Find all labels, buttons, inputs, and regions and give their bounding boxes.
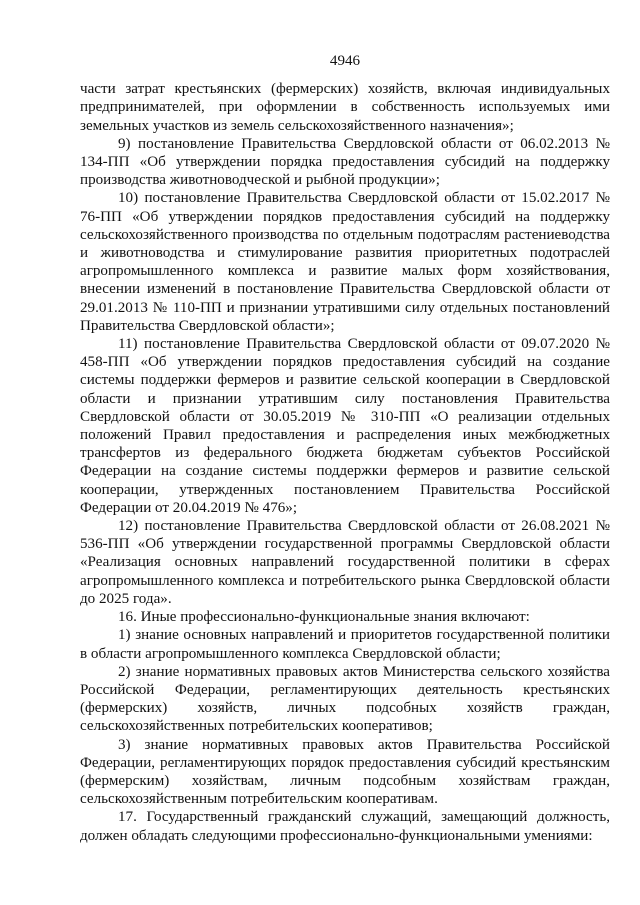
list-item-11: 11) постановление Правительства Свердловской области от 09.07.2020 № 458-ПП «Об утверждении порядков предоставления субсидий на создание системы поддержки фермеров и развитие сельской кооперации в Свердловской области и признании утратившим силу постановления Правительства Свердловской области от 30.05.2019 № 310-ПП «О реализации отдельных положений Правил предоставления и распределения иных межбюджетных трансфертов из федерального бюджета бюджетам субъектов Российской Федерации на создание системы поддержки фермеров и развитие сельской кооперации, утвержденных постановлением Правительства Российской Федерации от 20.04.2019 № 476»; [80, 336, 610, 516]
section-16-heading: 16. Иные профессионально-функциональные знания включают: [118, 609, 530, 626]
list-item-9: 9) постановление Правительства Свердловской области от 06.02.2013 № 134-ПП «Об утверждении порядка предоставления субсидий на поддержку производства животноводческой и рыбной продукции»; [80, 135, 610, 189]
list-item-10: 10) постановление Правительства Свердловской области от 15.02.2017 № 76-ПП «Об утверждении порядков предоставления субсидий на поддержку сельскохозяйственного производства по отдельным подотраслям растениеводства и животноводства и стимулирование развития приоритетных подотраслей агропромышленного комплекса и развитие малых форм хозяйствования, внесении изменений в постановление Правительства Свердловской области от 29.01.2013 № 110-ПП и признании утратившими силу отдельных постановлений Правительства Свердловской области»; [80, 190, 610, 334]
section-16-item-2: 2) знание нормативных правовых актов Министерства сельского хозяйства Российской Федерации, регламентирующих деятельность крестьянских (фермерских) хозяйств, личных подсобных хозяйств граждан, сельскохозяйственных потребительских кооперативов; [80, 663, 610, 735]
section-16-item-1: 1) знание основных направлений и приоритетов государственной политики в области агропромышленного комплекса Свердловской области; [80, 627, 610, 662]
page-number: 4946 [329, 53, 361, 69]
paragraph-continuation: части затрат крестьянских (фермерских) хозяйств, включая индивидуальных предпринимателей, при оформлении в собственность используемых ими земельных участков из земель сельскохозяйственного назначения»; [80, 81, 610, 134]
document-page [80, 52, 610, 845]
section-17-paragraph: 17. Государственный гражданский служащий, замещающий должность, должен обладать следующими профессионально-функциональными умениями: [80, 809, 610, 844]
list-item-12: 12) постановление Правительства Свердловской области от 26.08.2021 № 536-ПП «Об утверждении государственной программы Свердловской области «Реализация основных направлений государственной политики в сферах агропромышленного комплекса и потребительского рынка Свердловской области до 2025 года». [80, 518, 610, 607]
section-16-item-3: 3) знание нормативных правовых актов Правительства Российской Федерации, регламентирующих порядок предоставления субсидий крестьянским (фермерским) хозяйствам, личным подсобным хозяйствам граждан, сельскохозяйственным потребительским кооперативам. [80, 736, 610, 808]
